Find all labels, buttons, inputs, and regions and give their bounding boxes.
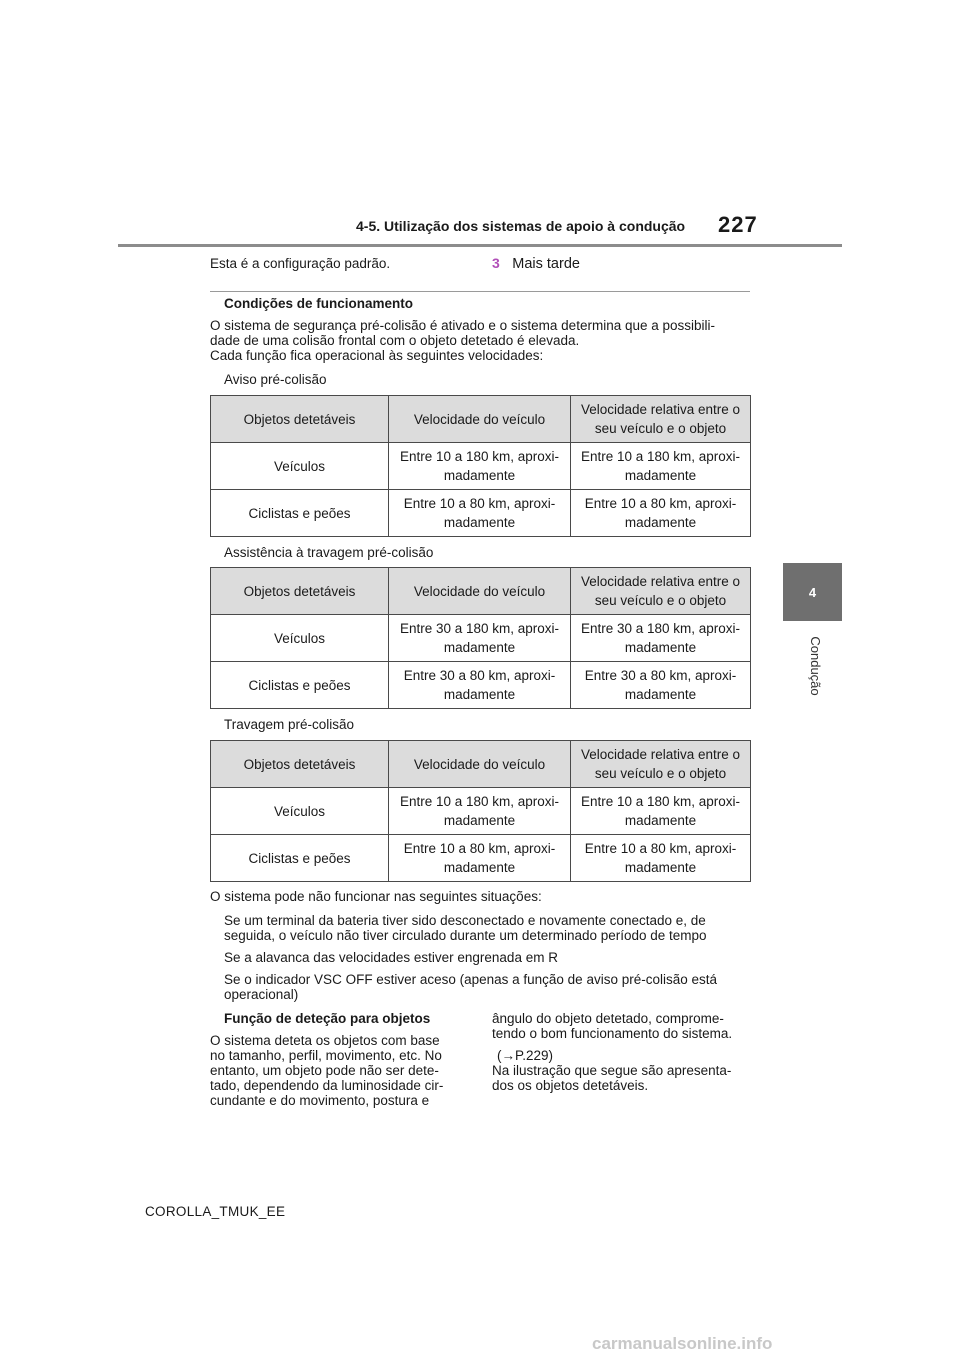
table-cell: Entre 30 a 80 km, aproxi-madamente	[389, 662, 571, 709]
table-cell: Ciclistas e peões	[211, 490, 389, 537]
conditions-heading: Condições de funcionamento	[224, 296, 414, 311]
speed-table-brake-assist	[210, 567, 751, 709]
table-cell: Ciclistas e peões	[211, 662, 389, 709]
table-cell: Entre 30 a 180 km, aproxi-madamente	[389, 615, 571, 662]
limitation-item-1-line-1: Se um terminal da bateria tiver sido desconectado e novamente conectado e, de	[224, 913, 706, 928]
table-cell: Ciclistas e peões	[211, 835, 389, 882]
detection-left-line: tado, dependendo da luminosidade cir-	[210, 1078, 444, 1093]
conditions-line-3: Cada função fica operacional às seguintes velocidades:	[210, 348, 544, 363]
table-caption: Aviso pré-colisão	[224, 372, 327, 387]
table-caption: Assistência à travagem pré-colisão	[224, 545, 434, 560]
conditions-line-1: O sistema de segurança pré-colisão é ativado e o sistema determina que a possibili-	[210, 318, 716, 333]
table-header: Velocidade do veículo	[389, 396, 571, 443]
table-cell: Entre 30 a 180 km, aproxi-madamente	[571, 615, 751, 662]
detection-right-line: ângulo do objeto detetado, comprome-	[492, 1011, 724, 1026]
table-cell: Veículos	[211, 443, 389, 490]
step-item	[492, 255, 580, 273]
limitation-item-3-line-2: operacional)	[224, 987, 299, 1002]
conditions-line-2: dade de uma colisão frontal com o objeto detetado é elevada.	[210, 333, 580, 348]
table-cell: Entre 10 a 80 km, aproxi-madamente	[389, 490, 571, 537]
detection-left-line: cundante e do movimento, postura e	[210, 1093, 430, 1108]
limitation-item-1-line-2: seguida, o veículo não tiver circulado durante um determinado período de tempo	[224, 928, 707, 943]
table-header: Objetos detetáveis	[211, 741, 389, 788]
table-caption: Travagem pré-colisão	[224, 717, 355, 732]
watermark: carmanualsonline.info	[592, 1334, 773, 1353]
header-divider	[118, 244, 842, 247]
page-reference-link[interactable]: (→P.229)	[497, 1048, 554, 1063]
table-header: Velocidade do veículo	[389, 568, 571, 615]
table-cell: Entre 10 a 180 km, aproxi-madamente	[389, 443, 571, 490]
table-cell: Veículos	[211, 788, 389, 835]
detection-left-line: entanto, um objeto pode não ser dete-	[210, 1063, 439, 1078]
detection-left-line: O sistema deteta os objetos com base	[210, 1033, 440, 1048]
detection-right-line: tendo o bom funcionamento do sistema.	[492, 1026, 733, 1041]
detection-right-line: dos os objetos detetáveis.	[492, 1078, 649, 1093]
table-cell: Entre 10 a 180 km, aproxi-madamente	[571, 443, 751, 490]
speed-table-braking	[210, 740, 751, 882]
table-cell: Entre 30 a 80 km, aproxi-madamente	[571, 662, 751, 709]
table-cell: Entre 10 a 80 km, aproxi-madamente	[389, 835, 571, 882]
table-cell: Entre 10 a 180 km, aproxi-madamente	[571, 788, 751, 835]
limitation-item-3-line-1: Se o indicador VSC OFF estiver aceso (apenas a função de aviso pré-colisão está	[224, 972, 718, 987]
section-divider	[210, 291, 750, 292]
table-cell: Veículos	[211, 615, 389, 662]
table-header: Objetos detetáveis	[211, 568, 389, 615]
limitations-intro: O sistema pode não funcionar nas seguintes situações:	[210, 889, 542, 904]
section-title: 4-5. Utilização dos sistemas de apoio à condução	[356, 218, 686, 234]
table-header: Velocidade relativa entre o seu veículo e o objeto	[571, 568, 751, 615]
page-number: 227	[718, 212, 758, 237]
table-header: Velocidade relativa entre o seu veículo e o objeto	[571, 396, 751, 443]
speed-table-warning	[210, 395, 751, 537]
chapter-number: 4	[808, 584, 817, 600]
step-label: Mais tarde	[512, 256, 580, 272]
detection-left-line: no tamanho, perfil, movimento, etc. No	[210, 1048, 442, 1063]
table-header: Velocidade relativa entre o seu veículo e o objeto	[571, 741, 751, 788]
limitation-item-2: Se a alavanca das velocidades estiver engrenada em R	[224, 950, 558, 965]
chapter-label: Condução	[808, 636, 823, 696]
detection-heading: Função de deteção para objetos	[224, 1011, 431, 1026]
default-setting-note: Esta é a configuração padrão.	[210, 256, 391, 271]
table-header: Velocidade do veículo	[389, 741, 571, 788]
table-cell: Entre 10 a 180 km, aproxi-madamente	[389, 788, 571, 835]
table-cell: Entre 10 a 80 km, aproxi-madamente	[571, 835, 751, 882]
detection-right-line: Na ilustração que segue são apresenta-	[492, 1063, 732, 1078]
step-number: 3	[492, 255, 500, 271]
model-code: COROLLA_TMUK_EE	[145, 1204, 286, 1219]
table-cell: Entre 10 a 80 km, aproxi-madamente	[571, 490, 751, 537]
table-header: Objetos detetáveis	[211, 396, 389, 443]
